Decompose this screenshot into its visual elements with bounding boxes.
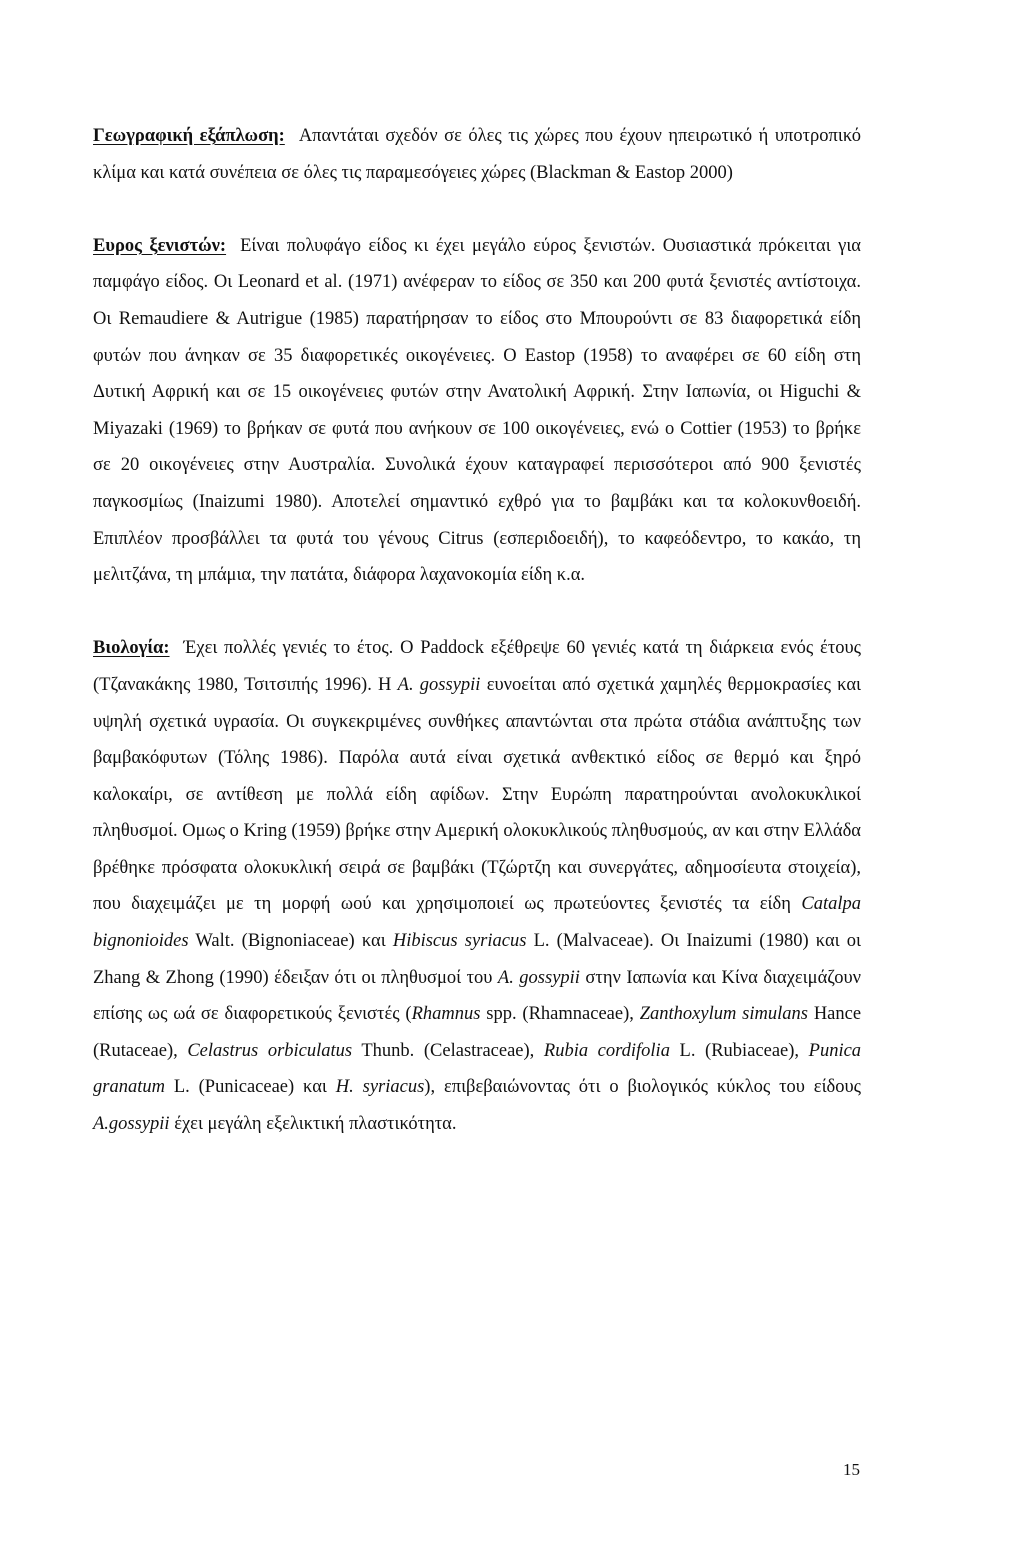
species-name: Catalpa bignonioides xyxy=(93,894,861,952)
biology-text-10: L. (Punicaceae) και xyxy=(173,1077,327,1098)
biology-text-11: ), επιβεβαιώνοντας ότι ο βιολογικός κύκλος του είδους xyxy=(424,1077,862,1098)
biology-text-8: Thunb. (Celastraceae), xyxy=(361,1040,535,1061)
species-name: A. gossypii xyxy=(497,967,580,988)
hosts-heading: Ευρος ξενιστών: xyxy=(93,235,227,256)
species-name: Celastrus orbiculatus xyxy=(187,1040,353,1061)
species-name: A.gossypii xyxy=(93,1114,170,1135)
hosts-paragraph xyxy=(93,228,861,594)
biology-text-2: ευνοείται από σχετικά χαμηλές θερμοκρασίες και υψηλή σχετικά υγρασία. Οι συγκεκριμένες συνθήκες απαντώνται στα πρώτα στάδια ανάπτυξης των βαμβακόφυτων (Τόλης 1986). Παρόλα αυτά είναι σχετικά ανθεκτικό είδος σε θερμό και ξηρό καλοκαίρι, σε αντίθεση με πολλά είδη αφίδων. Στην Ευρώπη παρατηρούνται ανολοκυκλικοί πληθυσμοί. Ομως ο Kring (1959) βρήκε στην Αμερική ολοκυκλικούς πληθυσμούς, αν και στην Ελλάδα βρέθηκε πρόσφατα ολοκυκλική σειρά σε βαμβάκι (Τζώρτζη και συνεργάτες, αδημοσίευτα στοιχεία), που διαχειμάζει με τη μορφή ωού και χρησιμοποιεί ως πρωτεύοντες ξενιστές τα είδη xyxy=(93,674,862,915)
biology-text-3: Walt. (Bignoniaceae) και xyxy=(195,931,386,952)
geography-paragraph xyxy=(93,118,861,191)
species-name: Zanthoxylum simulans xyxy=(639,1004,808,1025)
species-name: A. gossypii xyxy=(397,674,481,695)
geography-text: Απαντάται σχεδόν σε όλες τις χώρες που έχουν ηπειρωτικό ή υποτροπικό κλίμα και κατά συνέπεια σε όλες τις παραμεσόγειες χώρες (Blackman & Eastop 2000) xyxy=(93,126,861,183)
species-name: Punica granatum xyxy=(93,1040,862,1098)
species-name: Rhamnus xyxy=(411,1004,481,1025)
species-name: Hibiscus syriacus xyxy=(392,931,527,952)
page-body xyxy=(93,118,861,1143)
geography-heading: Γεωγραφική εξάπλωση: xyxy=(93,126,285,146)
biology-heading: Βιολογία: xyxy=(93,638,170,659)
biology-text-1: Έχει πολλές γενιές το έτος. Ο Paddock εξέθρεψε 60 γενιές κατά τη διάρκεια ενός έτους (Τζανακάκης 1980, Τσιτσιπής 1996). Η xyxy=(93,638,861,695)
species-name: Rubia cordifolia xyxy=(543,1040,670,1061)
biology-text-12: έχει μεγάλη εξελικτική πλαστικότητα. xyxy=(174,1114,457,1135)
biology-text-6: spp. (Rhamnaceae), xyxy=(486,1004,634,1025)
biology-text-7: Hance (Rutaceae), xyxy=(93,1004,862,1061)
page-number: 15 xyxy=(843,1460,860,1479)
biology-text-9: L. (Rubiaceae), xyxy=(679,1040,800,1061)
biology-paragraph xyxy=(93,630,861,1142)
biology-text-4: L. (Malvaceae). Οι Inaizumi (1980) και οι Zhang & Zhong (1990) έδειξαν ότι οι πληθυσμοί του xyxy=(93,931,862,988)
biology-text-5: στην Ιαπωνία και Κίνα διαχειμάζουν επίσης ως ωά σε διαφορετικούς ξενιστές ( xyxy=(93,967,862,1025)
species-name: H. syriacus xyxy=(335,1077,425,1098)
hosts-text: Είναι πολυφάγο είδος κι έχει μεγάλο εύρος ξενιστών. Ουσιαστικά πρόκειται για παμφάγο είδος. Οι Leonard et al. (1971) ανέφεραν το είδος σε 350 και 200 φυτά ξενιστές αντίστοιχα. Οι Remaudiere & Autrigue (1985) παρατήρησαν το είδος στο Μπουρούντι σε 83 διαφορετικά είδη φυτών που άνηκαν σε 35 διαφορετικές οικογένειες. Ο Eastop (1958) το αναφέρει σε 60 είδη στη Δυτική Αφρική και σε 15 οικογένειες φυτών στην Ανατολική Αφρική. Στην Ιαπωνία, οι Higuchi & Miyazaki (1969) το βρήκαν σε φυτά που ανήκουν σε 100 οικογένειες, ενώ ο Cottier (1953) το βρήκε σε 20 οικογένειες στην Αυστραλία. Συνολικά έχουν καταγραφεί περισσότεροι από 900 ξενιστές παγκοσμίως (Inaizumi 1980). Αποτελεί σημαντικό εχθρό για το βαμβάκι και τα κολοκυνθοειδή. Επιπλέον προσβάλλει τα φυτά του γένους Citrus (εσπεριδοειδή), το καφεόδεντρο, το κακάο, τη μελιτζάνα, τη μπάμια, την πατάτα, διάφορα λαχανοκομία είδη κ.α. xyxy=(93,235,861,586)
